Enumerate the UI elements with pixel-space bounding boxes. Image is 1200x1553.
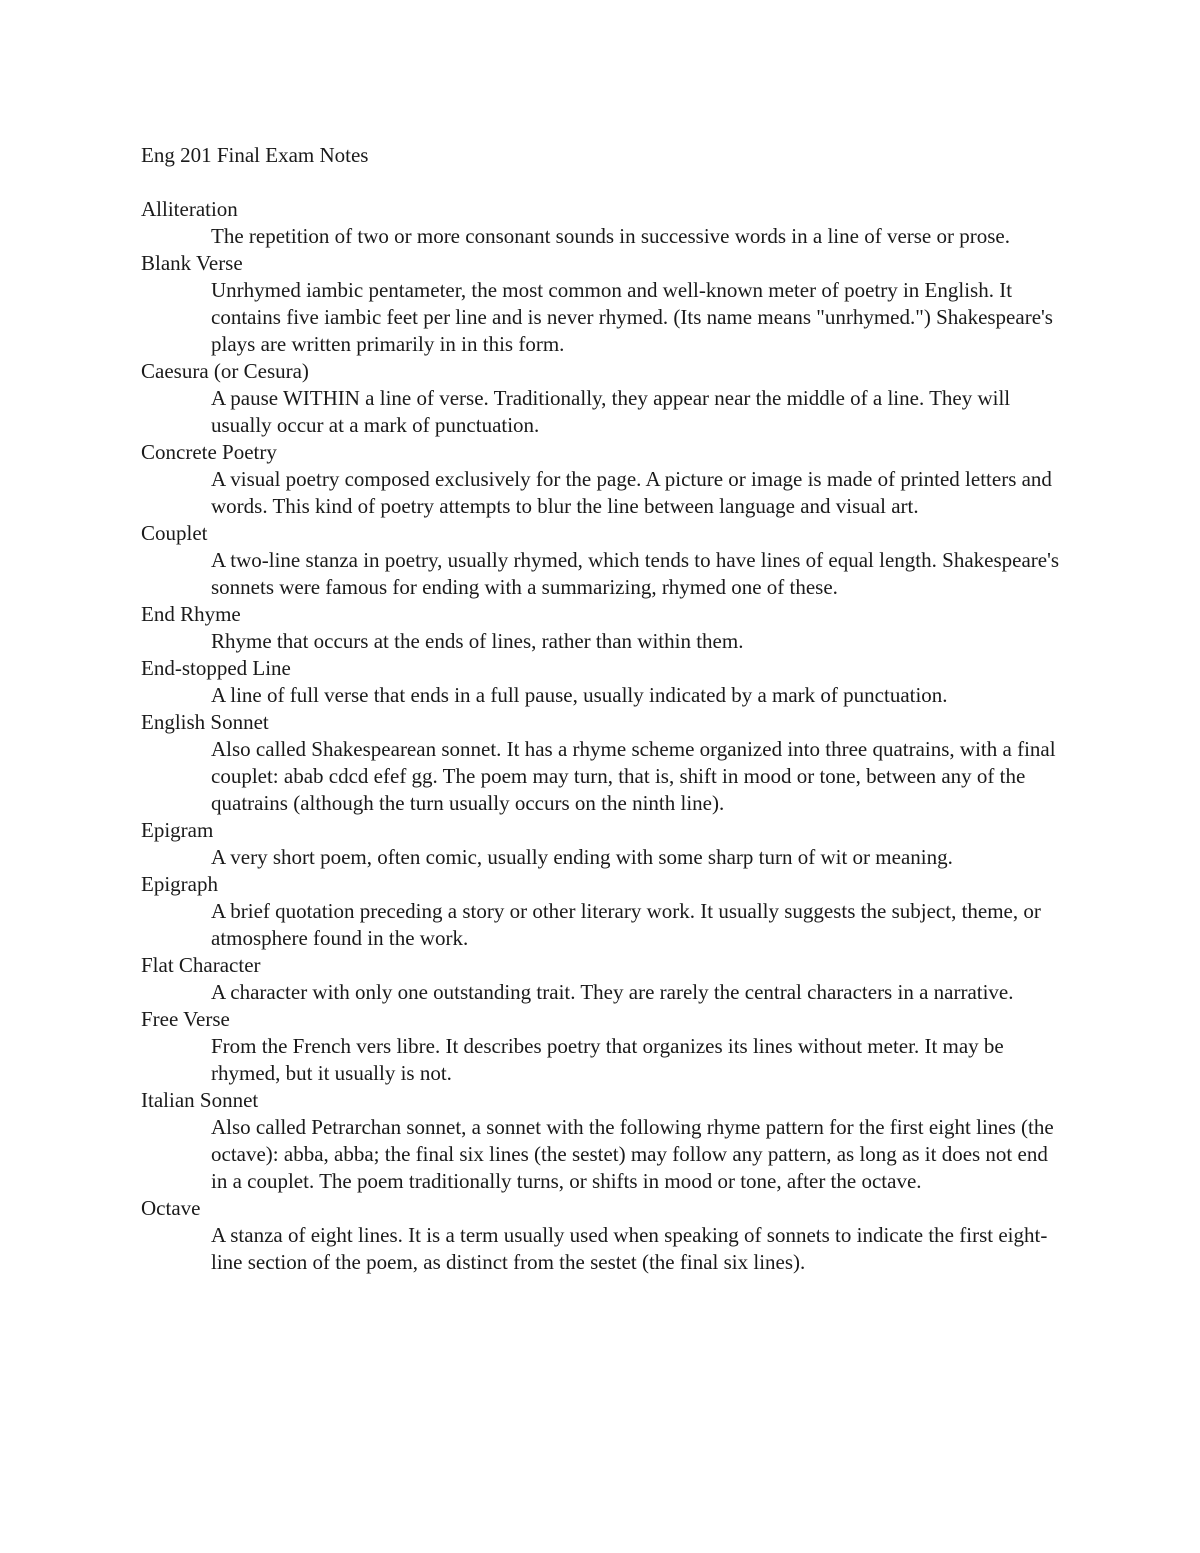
definition-english-sonnet: Also called Shakespearean sonnet. It has a rhyme scheme organized into three quatrains, with a final couplet: abab cdcd efef gg. The poem may turn, that is, shift in mood or tone, between any of the quatrains (although the turn usually occurs on the ninth line). [211, 737, 1056, 815]
definition-concrete-poetry: A visual poetry composed exclusively for the page. A picture or image is made of printed letters and words. This kind of poetry attempts to blur the line between language and visual art. [211, 467, 1052, 518]
definition-couplet: A two-line stanza in poetry, usually rhymed, which tends to have lines of equal length. Shakespeare's sonnets were famous for ending with a summarizing, rhymed one of these. [211, 548, 1060, 599]
term-octave: Octave [141, 1196, 201, 1220]
definition-alliteration: The repetition of two or more consonant sounds in successive words in a line of verse or prose. [211, 224, 1010, 248]
term-free-verse: Free Verse [141, 1007, 230, 1031]
term-end-rhyme: End Rhyme [141, 602, 241, 626]
document-title: Eng 201 Final Exam Notes [141, 143, 369, 167]
definition-end-stopped-line: A line of full verse that ends in a full pause, usually indicated by a mark of punctuation. [211, 683, 948, 707]
term-epigraph: Epigraph [141, 872, 218, 896]
term-caesura: Caesura (or Cesura) [141, 359, 309, 383]
term-alliteration: Alliteration [141, 197, 238, 221]
definition-epigraph: A brief quotation preceding a story or other literary work. It usually suggests the subject, theme, or atmosphere found in the work. [211, 899, 1041, 950]
definition-free-verse: From the French vers libre. It describes poetry that organizes its lines without meter. It may be rhymed, but it usually is not. [211, 1034, 1004, 1085]
document-body [141, 142, 1061, 1276]
term-english-sonnet: English Sonnet [141, 710, 269, 734]
definition-end-rhyme: Rhyme that occurs at the ends of lines, rather than within them. [211, 629, 744, 653]
term-end-stopped-line: End-stopped Line [141, 656, 291, 680]
term-couplet: Couplet [141, 521, 208, 545]
term-flat-character: Flat Character [141, 953, 261, 977]
definition-flat-character: A character with only one outstanding trait. They are rarely the central characters in a narrative. [211, 980, 1014, 1004]
definition-caesura: A pause WITHIN a line of verse. Traditionally, they appear near the middle of a line. They will usually occur at a mark of punctuation. [211, 386, 1011, 437]
definition-blank-verse: Unrhymed iambic pentameter, the most common and well-known meter of poetry in English. It contains five iambic feet per line and is never rhymed. (Its name means "unrhymed.") Shakespeare's plays are written primarily in in this form. [211, 278, 1053, 356]
term-blank-verse: Blank Verse [141, 251, 243, 275]
definition-italian-sonnet: Also called Petrarchan sonnet, a sonnet with the following rhyme pattern for the first eight lines (the octave): abba, abba; the final six lines (the sestet) may follow any pattern, as long as it does not end in a couplet. The poem traditionally turns, or shifts in mood or tone, after the octave. [211, 1115, 1054, 1193]
term-italian-sonnet: Italian Sonnet [141, 1088, 259, 1112]
definition-epigram: A very short poem, often comic, usually ending with some sharp turn of wit or meaning. [211, 845, 953, 869]
definition-octave: A stanza of eight lines. It is a term usually used when speaking of sonnets to indicate the first eight-line section of the poem, as distinct from the sestet (the final six lines). [211, 1223, 1048, 1274]
term-concrete-poetry: Concrete Poetry [141, 440, 277, 464]
term-epigram: Epigram [141, 818, 214, 842]
